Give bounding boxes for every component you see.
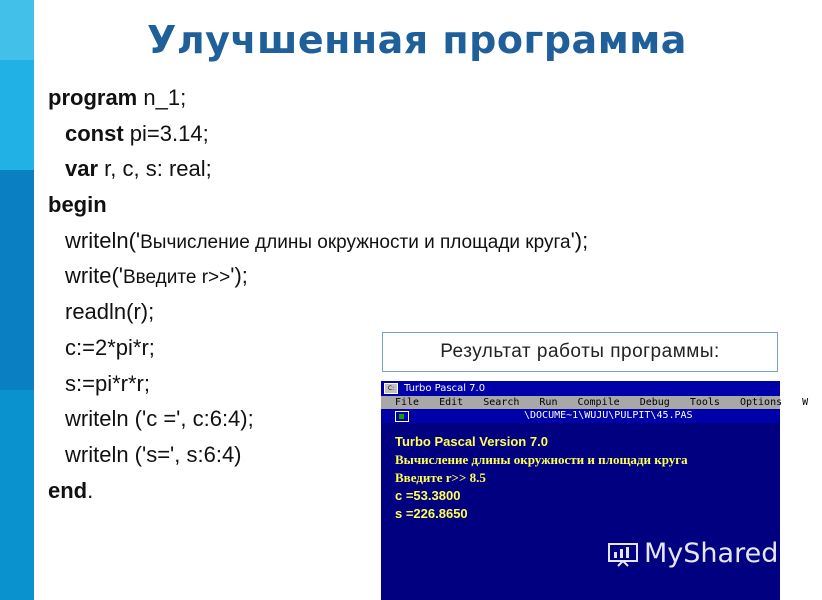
close-box-icon[interactable] — [395, 411, 409, 422]
tp-output-line: s =226.8650 — [395, 506, 468, 521]
left-bar-segment — [0, 390, 34, 600]
code-line — [48, 80, 588, 116]
tp-menu-search[interactable]: Search — [483, 397, 520, 408]
tp-menu-run[interactable]: Run — [539, 397, 558, 408]
tp-output-line: Вычисление длины окружности и площади круга — [395, 452, 688, 467]
code-line: c:=2*pi*r; — [65, 334, 155, 360]
code-keyword: var — [65, 156, 99, 182]
tp-output-line: c =53.3800 — [395, 488, 461, 503]
presentation-icon — [608, 541, 638, 567]
code-string: Введите r>> — [122, 267, 231, 289]
code-text: write(' — [65, 263, 123, 289]
code-text: . — [87, 477, 94, 503]
tp-menu-options[interactable]: Options — [739, 397, 783, 408]
code-line: writeln ('s=', s:6:4) — [65, 441, 242, 467]
code-text: writeln(' — [65, 227, 141, 253]
code-line: readln(r); — [65, 299, 155, 325]
code-keyword: begin — [48, 192, 107, 218]
left-bar-segment — [0, 0, 34, 60]
code-text: pi=3.14; — [123, 120, 209, 146]
tp-title-bar — [381, 381, 780, 396]
left-bar-segment — [0, 170, 34, 390]
watermark-text: MyShared — [644, 538, 779, 569]
left-bar-segment — [0, 60, 34, 170]
tp-menu-window[interactable]: W — [802, 397, 809, 408]
tp-output-line: Turbo Pascal Version 7.0 — [395, 434, 548, 449]
code-text: r, c, s: real; — [98, 156, 212, 182]
dos-window-icon: C: — [384, 383, 398, 394]
code-text: '); — [570, 227, 589, 253]
code-keyword: const — [65, 120, 124, 146]
tp-output-line: Введите r>> 8.5 — [395, 470, 486, 485]
code-line — [48, 258, 588, 294]
tp-menu-compile[interactable]: Compile — [577, 397, 620, 408]
code-text: '); — [230, 263, 248, 289]
code-string: Вычисление длины окружности и площади круга — [140, 231, 571, 253]
tp-menu-debug[interactable]: Debug — [639, 397, 670, 408]
left-decorative-bar — [0, 0, 34, 600]
tp-editor-frame — [381, 409, 780, 423]
tp-menu-bar — [381, 396, 809, 409]
code-line — [48, 116, 588, 152]
code-line — [48, 187, 588, 223]
tp-window-title: Turbo Pascal 7.0 — [404, 383, 486, 394]
code-line: writeln ('c =', c:6:4); — [65, 406, 254, 432]
result-label-box: Результат работы программы: — [382, 332, 778, 372]
tp-menu-edit[interactable]: Edit — [439, 397, 464, 408]
tp-menu-file[interactable]: File — [395, 397, 420, 408]
tp-output-area — [381, 423, 780, 523]
code-text: n_1; — [137, 85, 187, 110]
code-line — [48, 223, 588, 259]
code-keyword: program — [48, 85, 138, 110]
tp-menu-tools[interactable]: Tools — [689, 397, 720, 408]
myshared-watermark — [608, 538, 778, 569]
slide-title: Улучшенная программа — [147, 18, 687, 62]
code-line: s:=pi*r*r; — [65, 370, 150, 396]
code-line — [48, 151, 588, 187]
code-keyword: end — [48, 477, 88, 503]
tp-file-path: \DOCUME~1\WUJU\PULPIT\45.PAS — [524, 410, 693, 421]
